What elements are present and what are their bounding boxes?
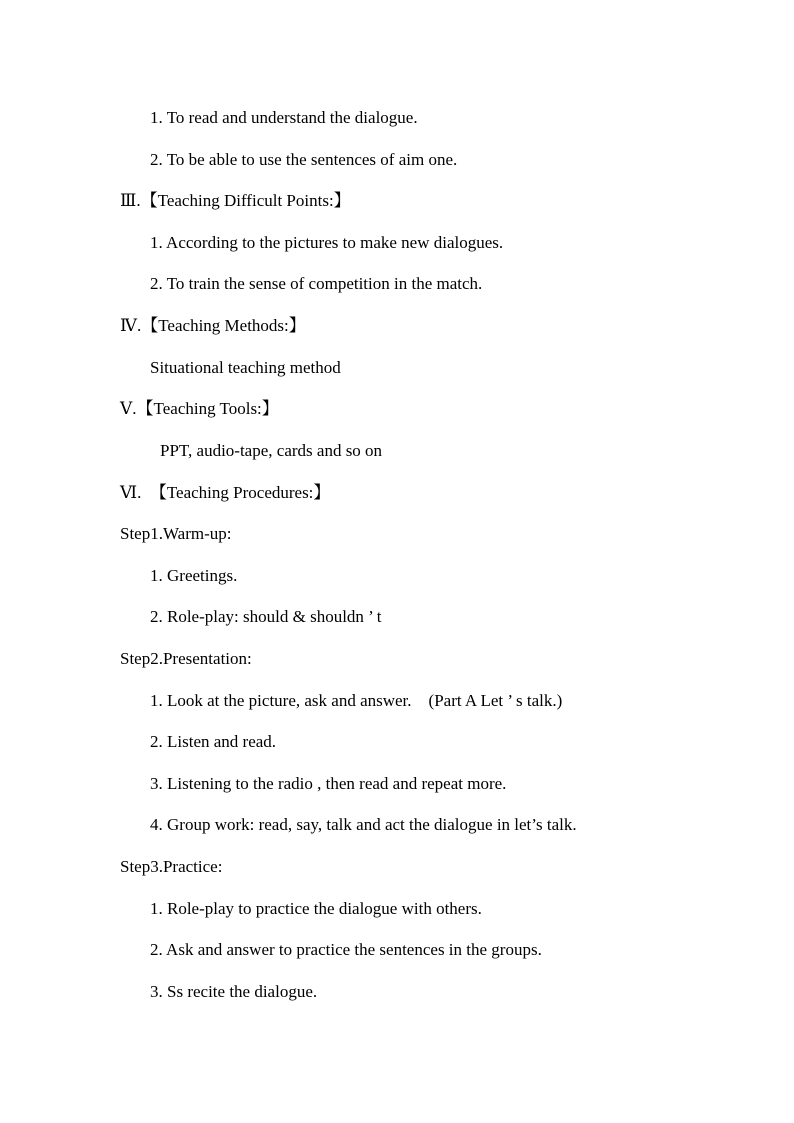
step2-item-3: 3. Listening to the radio , then read and repeat more. [150,774,507,793]
step2-item-1: 1. Look at the picture, ask and answer. (Part A Let ’ s talk.) [150,691,563,710]
step3-item-3: 3. Ss recite the dialogue. [150,982,318,1001]
step2-item-2: 2. Listen and read. [150,732,277,751]
step1-item-1: 1. Greetings. [150,566,238,585]
step3-item-2: 2. Ask and answer to practice the sentences in the groups. [150,940,542,959]
difficult-points-heading: Ⅲ.【Teaching Difficult Points:】 [120,191,351,210]
difficult-point-item-1: 1. According to the pictures to make new dialogues. [150,233,504,252]
tools-heading: Ⅴ.【Teaching Tools:】 [120,399,279,418]
methods-item-1: Situational teaching method [150,358,341,377]
objective-item-2: 2. To be able to use the sentences of aim one. [150,150,458,169]
tools-item-1: PPT, audio-tape, cards and so on [160,441,383,460]
step3-title: Step3.Practice: [120,857,223,876]
objective-item-1: 1. To read and understand the dialogue. [150,108,418,127]
step3-item-1: 1. Role-play to practice the dialogue with others. [150,899,482,918]
step2-item-4: 4. Group work: read, say, talk and act the dialogue in let’s talk. [150,815,577,834]
step1-item-2: 2. Role-play: should & shouldn ’ t [150,607,382,626]
methods-heading: Ⅳ.【Teaching Methods:】 [120,316,306,335]
procedures-heading: Ⅵ. 【Teaching Procedures:】 [120,483,331,502]
difficult-point-item-2: 2. To train the sense of competition in the match. [150,274,483,293]
step1-title: Step1.Warm-up: [120,524,232,543]
step2-title: Step2.Presentation: [120,649,252,668]
